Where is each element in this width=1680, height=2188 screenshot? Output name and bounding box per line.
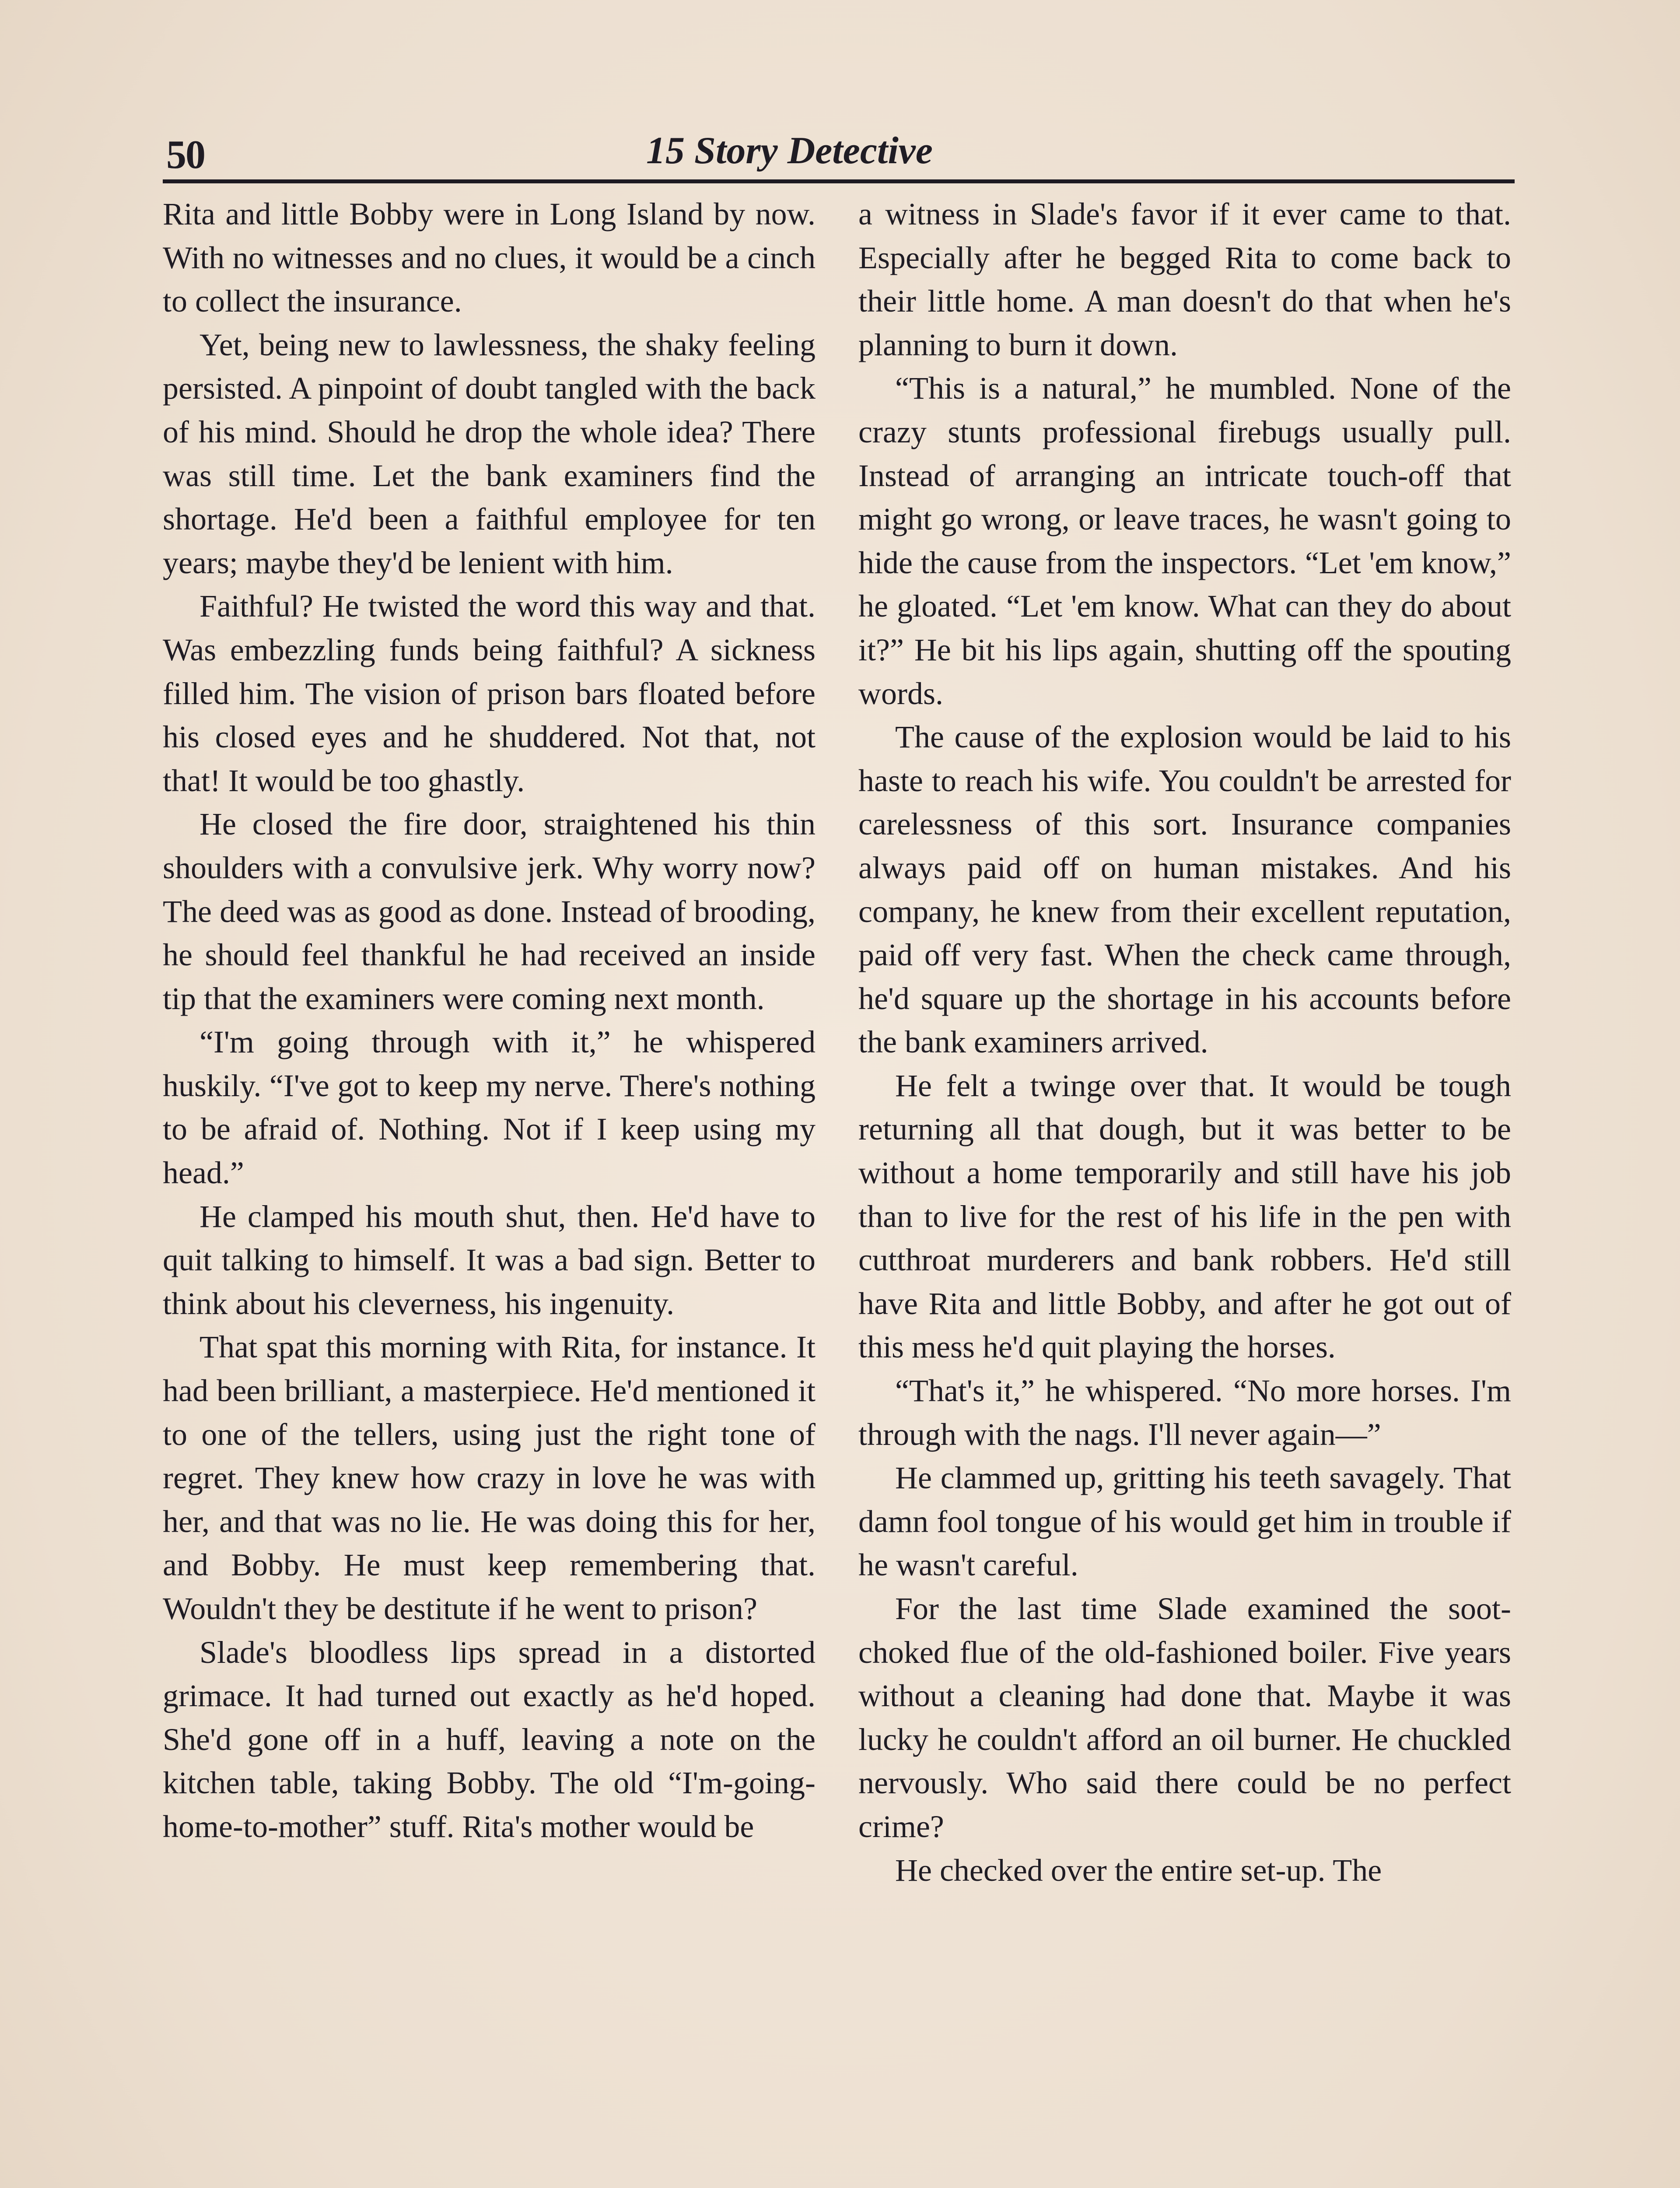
right-column [858,193,1511,1892]
left-column [163,193,816,1849]
magazine-title: 15 Story Detective [646,130,933,172]
paragraph: The cause of the explosion would be laid to his haste to reach his wife. You couldn't be arrested for carelessness of this sort. Insurance companies always paid off on human mistakes. And his company, he knew from their excellent reputation, paid off very fast. When the check came through, he'd square up the shortage in his accounts before the bank examiners arrived. [858,719,1511,1060]
paragraph: That spat this morning with Rita, for instance. It had been brilliant, a masterpiece. He'd mentioned it to one of the tellers, using just the right tone of regret. They knew how crazy in love he was with her, and that was no lie. He was doing this for her, and Bobby. He must keep remembering that. Wouldn't they be destitute if he went to prison? [163,1329,816,1626]
paragraph: “This is a natural,” he mumbled. None of the crazy stunts professional firebugs usually pull. Instead of arranging an intricate touch-off that might go wrong, or leave traces, he wasn't going to hide the cause from the inspectors. “Let 'em know,” he gloated. “Let 'em know. What can they do about it?” He bit his lips again, shutting off the spouting words. [858,371,1511,711]
paragraph: Slade's bloodless lips spread in a distorted grimace. It had turned out exactly as he'd hoped. She'd gone off in a huff, leaving a note on the kitchen table, taking Bobby. The old “I'm-going-home-to-mother” stuff. Rita's mother would be [163,1634,816,1844]
paragraph: Yet, being new to lawlessness, the shaky feeling persisted. A pinpoint of doubt tangled with the back of his mind. Should he drop the whole idea? There was still time. Let the bank examiners find the shortage. He'd been a faithful employee for ten years; maybe they'd be lenient with him. [163,327,816,580]
running-header [163,127,1515,183]
paragraph: He closed the fire door, straightened his thin shoulders with a convulsive jerk. Why worry now? The deed was as good as done. Instead of brooding, he should feel thankful he had received an inside tip that the examiners were coming next month. [163,806,816,1016]
paragraph: He checked over the entire set-up. The [895,1852,1382,1888]
page-number: 50 [166,132,205,177]
paragraph: “That's it,” he whispered. “No more horses. I'm through with the nags. I'll never again—” [858,1373,1511,1452]
paragraph: For the last time Slade examined the soot-choked flue of the old-fashioned boiler. Five years without a cleaning had done that. Maybe it was lucky he couldn't afford an oil burner. He chuckled nervously. Who said there could be no perfect crime? [858,1591,1511,1844]
paragraph: Rita and little Bobby were in Long Island by now. With no witnesses and no clues, it would be a cinch to collect the insurance. [163,196,816,319]
paragraph: a witness in Slade's favor if it ever came to that. Especially after he begged Rita to come back to their little home. A man doesn't do that when he's planning to burn it down. [858,196,1511,362]
paragraph: He clammed up, gritting his teeth savagely. That damn fool tongue of his would get him in trouble if he wasn't careful. [858,1460,1511,1583]
paragraph: He clamped his mouth shut, then. He'd have to quit talking to himself. It was a bad sign. Better to think about his cleverness, his ingenuity. [163,1199,816,1321]
paragraph: Faithful? He twisted the word this way and that. Was embezzling funds being faithful? A sickness filled him. The vision of prison bars floated before his closed eyes and he shuddered. Not that, not that! It would be too ghastly. [163,589,816,798]
paragraph: He felt a twinge over that. It would be tough returning all that dough, but it was better to be without a home temporarily and still have his job than to live for the rest of his life in the pen with cutthroat murderers and bank robbers. He'd still have Rita and little Bobby, and after he got out of this mess he'd quit playing the horses. [858,1068,1511,1365]
paragraph: “I'm going through with it,” he whispered huskily. “I've got to keep my nerve. There's nothing to be afraid of. Nothing. Not if I keep using my head.” [163,1024,816,1191]
